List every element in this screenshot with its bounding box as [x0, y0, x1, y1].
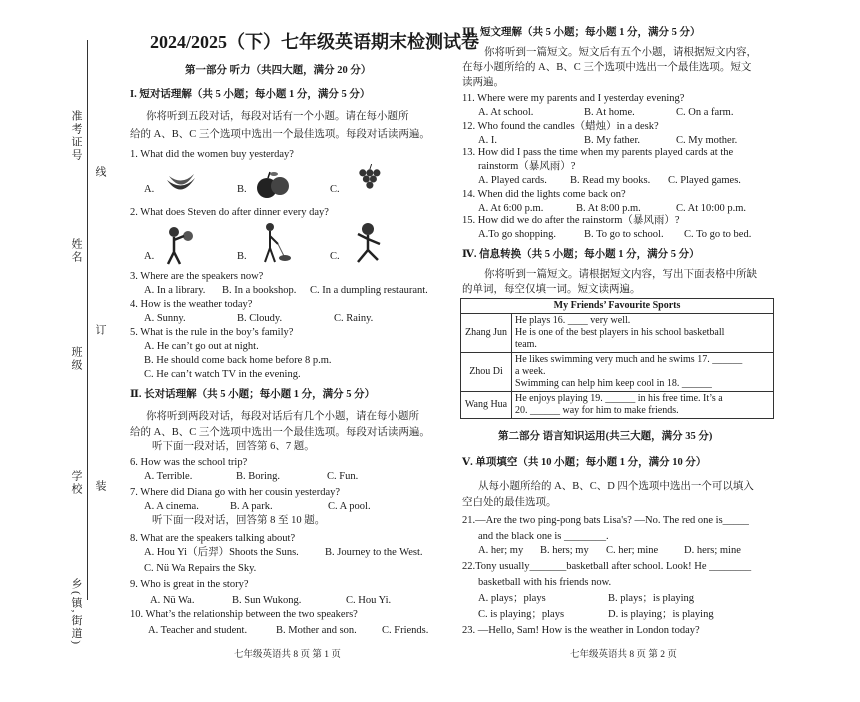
- row-line: Swimming can help him keep cool in 18. ______: [515, 378, 712, 389]
- q10-a: A. Teacher and student.: [148, 625, 248, 636]
- label-exam-number: 准考证号: [70, 110, 82, 162]
- q9-c: C. Hou Yi.: [346, 595, 392, 606]
- label-line: 线: [94, 166, 106, 179]
- q6-a: A. Terrible.: [144, 471, 193, 482]
- sec2-title: Ⅱ. 长对话理解（共 5 小题；每小题 1 分，满分 5 分）: [130, 389, 376, 400]
- walking-dog-image: [258, 222, 292, 266]
- q6-c: C. Fun.: [327, 471, 359, 482]
- q14-a: A. At 6:00 p.m.: [478, 203, 544, 214]
- q15: 15. How did we do after the rainstorm（暴风雨）?: [462, 215, 680, 226]
- table-row: [461, 314, 774, 353]
- row-line: 20. ______ way for him to make friends.: [515, 405, 679, 416]
- q21-line1: 21.—Are the two ping-pong bats Lisa's? —No. The red one is_____: [462, 515, 749, 526]
- q10: 10. What’s the relationship between the two speakers?: [130, 609, 358, 620]
- q22-a: A. plays；plays: [478, 593, 546, 604]
- q10-b: B. Mother and son.: [276, 625, 357, 636]
- q23: 23. —Hello, Sam! How is the weather in London today?: [462, 625, 700, 636]
- q4-b: B. Cloudy.: [237, 313, 283, 324]
- part2-heading: 第二部分 语言知识运用(共三大题，满分 35 分): [498, 431, 713, 442]
- part1-heading: 第一部分 听力（共四大题，满分 20 分）: [185, 65, 372, 76]
- q13-line2: rainstorm（暴风雨）?: [478, 161, 576, 172]
- q21-line2: and the black one is ________.: [478, 531, 609, 542]
- sec3-instr-2: 在每小题所给的 A、B、C 三个选项中选出一个最佳选项。短文: [462, 62, 752, 73]
- bananas-image: [164, 170, 198, 200]
- q2-opt-c: C.: [330, 251, 340, 262]
- q9-b: B. Sun Wukong.: [232, 595, 302, 606]
- q13-b: B. Read my books.: [570, 175, 651, 186]
- q8-c: C. Nü Wa Repairs the Sky.: [144, 563, 257, 574]
- sec2-instr-1: 你将听到两段对话，每段对话后有几个小题，请在每小题所: [146, 411, 419, 422]
- q6-b: B. Boring.: [236, 471, 281, 482]
- grapes-image: [352, 164, 386, 194]
- q9: 9. Who is great in the story?: [130, 579, 249, 590]
- q2: 2. What does Steven do after dinner every day?: [130, 207, 329, 218]
- q9-a: A. Nü Wa.: [150, 595, 195, 606]
- row-name: Zhang Jun: [461, 314, 512, 353]
- sec5-instr-1: 从每小题所给的 A、B、C、D 四个选项中选出一个可以填入: [478, 481, 754, 492]
- sports-table: [460, 298, 774, 419]
- q10-c: C. Friends.: [382, 625, 429, 636]
- q12-a: A. I.: [478, 135, 497, 146]
- label-school: 学校: [70, 470, 82, 496]
- q22-d: D. is playing；is playing: [608, 609, 714, 620]
- sec3-instr-3: 读两遍。: [462, 77, 504, 88]
- q3-c: C. In a dumpling restaurant.: [310, 285, 428, 296]
- footer-left: 七年级英语共 8 页 第 1 页: [234, 650, 341, 660]
- label-class: 班级: [70, 346, 82, 372]
- q15-a: A.To go shopping.: [478, 229, 557, 240]
- q5-a: A. He can’t go out at night.: [144, 341, 259, 352]
- q8: 8. What are the speakers talking about?: [130, 533, 296, 544]
- sec2-instr-2: 给的 A、B、C 三个选项中选出一个最佳选项。每段对话读两遍。: [130, 427, 430, 438]
- q8-a: A. Hou Yi（后羿）Shoots the Suns.: [144, 547, 299, 558]
- q12-c: C. My mother.: [676, 135, 738, 146]
- q4-a: A. Sunny.: [144, 313, 186, 324]
- q22-line1: 22.Tony usually_______basketball after school. Look! He ________: [462, 561, 752, 572]
- sec5-title: Ⅴ. 单项填空（共 10 小题；每小题 1 分，满分 10 分）: [462, 457, 707, 468]
- sec4-instr-1: 你将听到一篇短文。请根据短文内容，写出下面表格中所缺: [484, 269, 757, 280]
- label-bind: 订: [94, 324, 106, 337]
- q5: 5. What is the rule in the boy’s family?: [130, 327, 294, 338]
- q21-d: D. hers; mine: [684, 545, 741, 556]
- q2-opt-a: A.: [144, 251, 155, 262]
- q12: 12. Who found the candles（蜡烛）in a desk?: [462, 121, 659, 132]
- sec4-title: Ⅳ. 信息转换（共 5 小题；每小题 1 分，满分 5 分）: [462, 249, 700, 260]
- q7: 7. Where did Diana go with her cousin yesterday?: [130, 487, 341, 498]
- boy-running-image: [352, 222, 386, 266]
- q1-opt-c: C.: [330, 184, 340, 195]
- q14-c: C. At 10:00 p.m.: [676, 203, 747, 214]
- q11-a: A. At school.: [478, 107, 534, 118]
- q11-b: B. At home.: [584, 107, 635, 118]
- q3: 3. Where are the speakers now?: [130, 271, 264, 282]
- q11: 11. Where were my parents and I yesterday evening?: [462, 93, 685, 104]
- q14: 14. When did the lights come back on?: [462, 189, 626, 200]
- q22-line2: basketball with his friends now.: [478, 577, 612, 588]
- sec2-instr-3: 听下面一段对话，回答第 6、7 题。: [152, 441, 315, 452]
- binding-line: [87, 40, 88, 600]
- q13-line1: 13. How did I pass the time when my parents played cards at the: [462, 147, 734, 158]
- row-name: Wang Hua: [461, 392, 512, 419]
- sec1-instr-1: 你将听到五段对话，每段对话有一个小题。请在每小题所: [146, 111, 409, 122]
- sec4-instr-2: 的单词，每空仅填一词。短文读两遍。: [462, 284, 641, 295]
- footer-right: 七年级英语共 8 页 第 2 页: [570, 650, 677, 660]
- q4: 4. How is the weather today?: [130, 299, 253, 310]
- apples-image: [256, 170, 290, 200]
- table-caption: My Friends’ Favourite Sports: [461, 299, 774, 314]
- q7-a: A. A cinema.: [144, 501, 199, 512]
- row-line: team.: [515, 339, 537, 350]
- q13-a: A. Played cards.: [478, 175, 547, 186]
- row-line: He enjoys playing 19. ______ in his free time. It’s a: [515, 393, 723, 404]
- table-row: [461, 392, 774, 419]
- q21-c: C. her; mine: [606, 545, 659, 556]
- exam-title: 2024/2025（下）七年级英语期末检测试卷: [150, 32, 479, 52]
- q21-a: A. her; my: [478, 545, 524, 556]
- table-row: [461, 353, 774, 392]
- sec1-instr-2: 给的 A、B、C 三个选项中选出一个最佳选项。每段对话读两遍。: [130, 129, 430, 140]
- q7-b: B. A park.: [230, 501, 273, 512]
- q13-c: C. Played games.: [668, 175, 741, 186]
- q11-c: C. On a farm.: [676, 107, 734, 118]
- q1: 1. What did the women buy yesterday?: [130, 149, 294, 160]
- q15-c: C. To go to bed.: [684, 229, 752, 240]
- q12-b: B. My father.: [584, 135, 640, 146]
- boy-basketball-image: [162, 226, 196, 266]
- q5-c: C. He can’t watch TV in the evening.: [144, 369, 301, 380]
- row-line: He likes swimming very much and he swims 17. ______: [515, 354, 743, 365]
- q15-b: B. To go to school.: [584, 229, 664, 240]
- label-township: 乡(镇,街道): [70, 578, 82, 647]
- q1-opt-a: A.: [144, 184, 155, 195]
- sec3-instr-1: 你将听到一篇短文。短文后有五个小题，请根据短文内容，: [484, 47, 757, 58]
- q1-opt-b: B.: [237, 184, 247, 195]
- sec2-instr-4: 听下面一段对话，回答第 8 至 10 题。: [152, 515, 326, 526]
- sec3-title: Ⅲ. 短文理解（共 5 小题；每小题 1 分，满分 5 分）: [462, 27, 701, 38]
- row-line: He plays 16. ____ very well.: [515, 315, 631, 326]
- q22-b: B. plays；is playing: [608, 593, 695, 604]
- q2-opt-b: B.: [237, 251, 247, 262]
- sec1-title: I. 短对话理解（共 5 小题；每小题 1 分，满分 5 分）: [130, 89, 371, 100]
- q6: 6. How was the school trip?: [130, 457, 248, 468]
- q22-c: C. is playing；plays: [478, 609, 565, 620]
- q5-b: B. He should come back home before 8 p.m.: [144, 355, 332, 366]
- row-line: He is one of the best players in his school basketball: [515, 327, 725, 338]
- row-line: a week.: [515, 366, 546, 377]
- q8-b: B. Journey to the West.: [325, 547, 423, 558]
- q3-a: A. In a library.: [144, 285, 206, 296]
- q21-b: B. hers; my: [540, 545, 589, 556]
- row-name: Zhou Di: [461, 353, 512, 392]
- q3-b: B. In a bookshop.: [222, 285, 297, 296]
- label-install: 装: [94, 480, 106, 493]
- q7-c: C. A pool.: [328, 501, 371, 512]
- q4-c: C. Rainy.: [334, 313, 374, 324]
- q14-b: B. At 8:00 p.m.: [576, 203, 641, 214]
- label-name: 姓名: [70, 238, 82, 264]
- sec5-instr-2: 空白处的最佳选项。: [462, 497, 557, 508]
